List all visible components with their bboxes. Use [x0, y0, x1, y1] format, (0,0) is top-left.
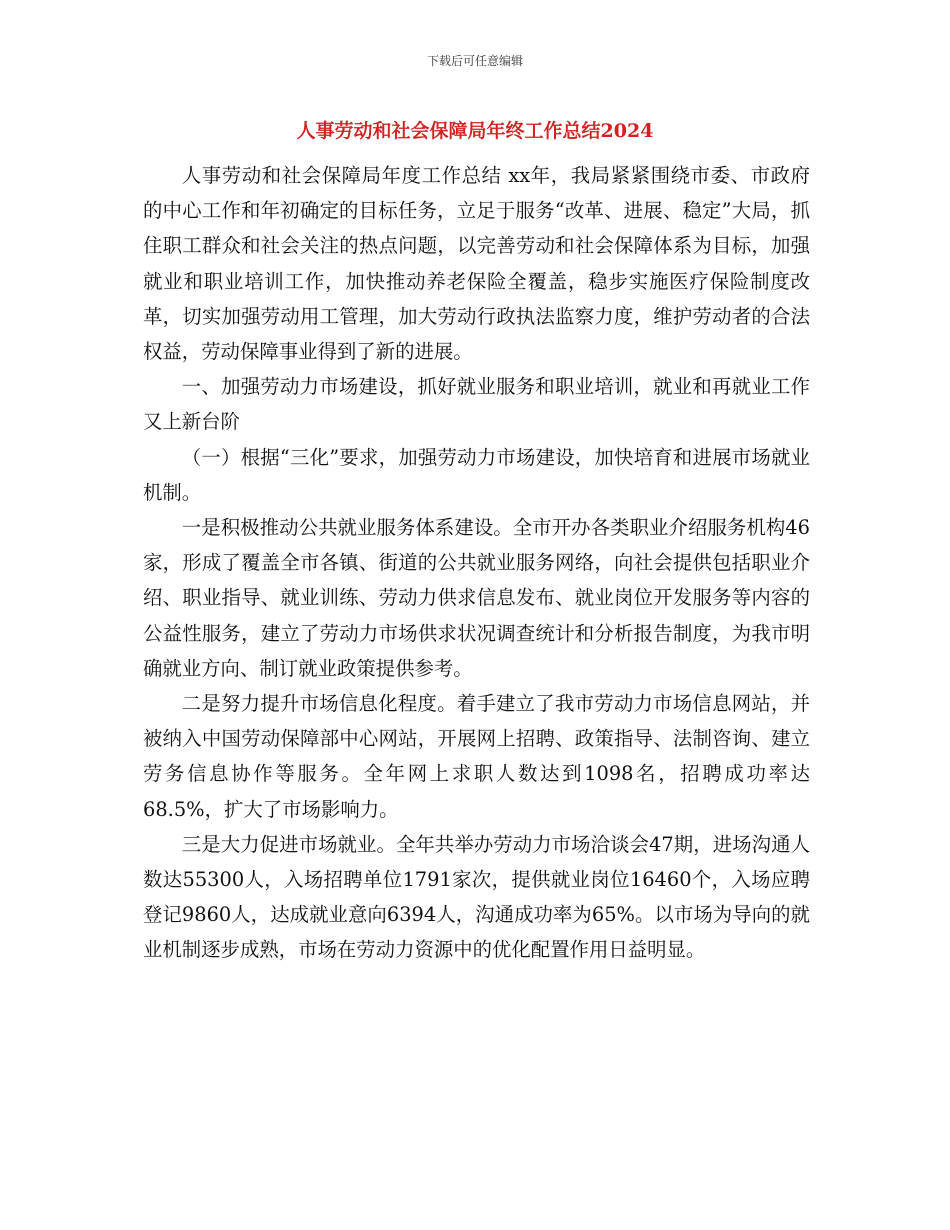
paragraph-intro: 人事劳动和社会保障局年度工作总结 xx年，我局紧紧围绕市委、市政府的中心工作和年初确定的目标任务，立足于服务“改革、进展、稳定”大局，抓住职工群众和社会关注的热点问题，以完善劳动和社会保障体系为目标，加强就业和职业培训工作，加快推动养老保险全覆盖，稳步实施医疗保险制度改革，切实加强劳动用工管理，加大劳动行政执法监察力度，维护劳动者的合法权益，劳动保障事业得到了新的进展。: [143, 164, 810, 364]
paragraph-item-2: 二是努力提升市场信息化程度。着手建立了我市劳动力市场信息网站，并被纳入中国劳动保障部中心网站，开展网上招聘、政策指导、法制咨询、建立劳务信息协作等服务。全年网上求职人数达到1098名，招聘成功率达68.5%，扩大了市场影响力。: [143, 692, 810, 821]
paragraph-item-1: 一是积极推动公共就业服务体系建设。全市开办各类职业介绍服务机构46家，形成了覆盖全市各镇、街道的公共就业服务网络，向社会提供包括职业介绍、职业指导、就业训练、劳动力供求信息发布、就业岗位开发服务等内容的公益性服务，建立了劳动力市场供求状况调查统计和分析报告制度，为我市明确就业方向、制订就业政策提供参考。: [143, 516, 810, 680]
paragraph-item-3: 三是大力促进市场就业。全年共举办劳动力市场洽谈会47期，进场沟通人数达55300人，入场招聘单位1791家次，提供就业岗位16460个，入场应聘登记9860人，达成就业意向6394人，沟通成功率为65%。以市场为导向的就业机制逐步成熟，市场在劳动力资源中的优化配置作用日益明显。: [143, 832, 810, 962]
subsection-heading-1: （一）根据“三化”要求，加强劳动力市场建设，加快培育和进展市场就业机制。: [143, 445, 810, 504]
section-heading-1: 一、加强劳动力市场建设，抓好就业服务和职业培训，就业和再就业工作又上新台阶: [143, 375, 810, 434]
document-body: [143, 158, 810, 968]
document-title: 人事劳动和社会保障局年终工作总结2024: [296, 120, 654, 142]
header-note: 下载后可任意编辑: [426, 54, 523, 68]
